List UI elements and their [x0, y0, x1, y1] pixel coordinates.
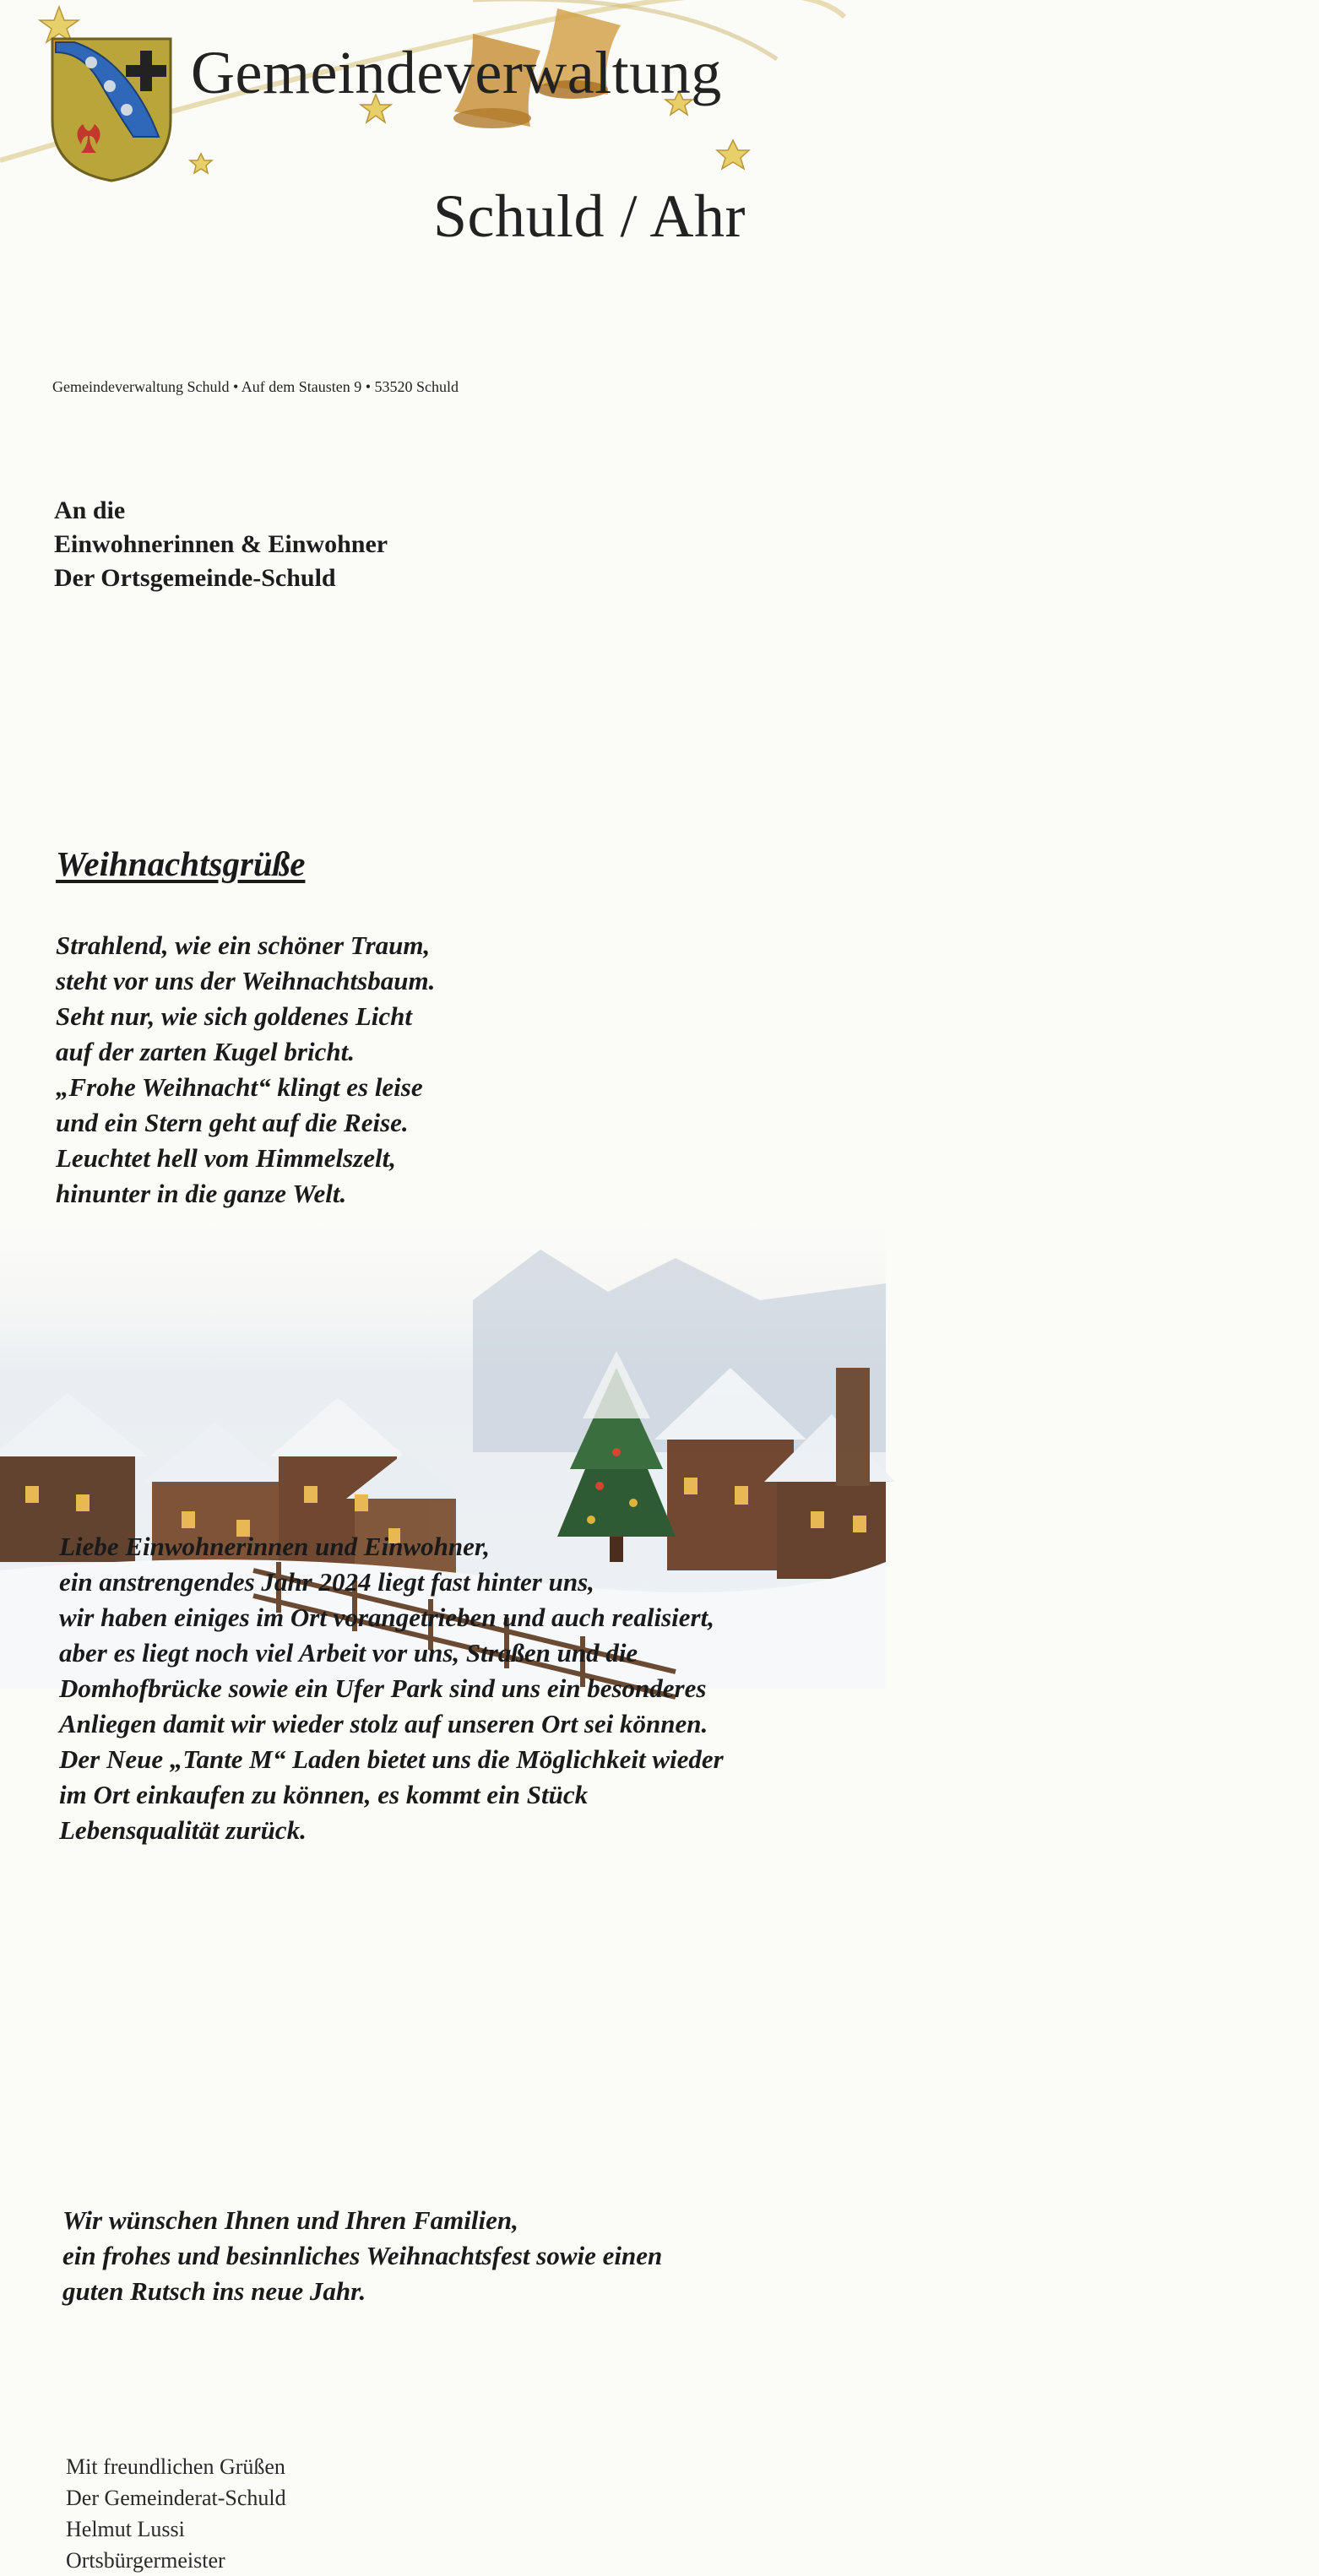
- poem-line: steht vor uns der Weihnachtsbaum.: [56, 966, 436, 995]
- poem-line: „Frohe Weihnacht“ klingt es leise: [56, 1072, 423, 1102]
- wishes-line: guten Rutsch ins neue Jahr.: [62, 2276, 366, 2306]
- signature-line: Mit freundlichen Grüßen: [66, 2454, 285, 2479]
- body-line: wir haben einiges im Ort vorangetrieben und auch realisiert,: [59, 1603, 714, 1632]
- signature-line: Ortsbürgermeister: [66, 2548, 225, 2573]
- body-line: im Ort einkaufen zu können, es kommt ein Stück: [59, 1780, 589, 1809]
- poem: [56, 928, 942, 1212]
- poem-line: hinunter in die ganze Welt.: [56, 1179, 347, 1208]
- body-line: Liebe Einwohnerinnen und Einwohner,: [59, 1532, 490, 1561]
- coat-of-arms-icon: [49, 35, 174, 183]
- poem-line: Strahlend, wie ein schöner Traum,: [56, 930, 431, 960]
- poem-line: auf der zarten Kugel bricht.: [56, 1037, 355, 1066]
- letter-body: [59, 1529, 945, 1848]
- recipient-address: [54, 494, 940, 595]
- holiday-wishes: [62, 2203, 948, 2309]
- recipient-line: Der Ortsgemeinde-Schuld: [54, 564, 336, 592]
- poem-line: Seht nur, wie sich goldenes Licht: [56, 1001, 413, 1031]
- letter-heading: Weihnachtsgrüße: [56, 844, 306, 883]
- body-line: aber es liegt noch viel Arbeit vor uns, Straßen und die: [59, 1638, 638, 1668]
- body-line: Der Neue „Tante M“ Laden bietet uns die Möglichkeit wieder: [59, 1744, 724, 1774]
- title-line-2: Schuld / Ahr: [433, 182, 746, 250]
- poem-line: und ein Stern geht auf die Reise.: [56, 1108, 409, 1137]
- signature-block: [66, 2451, 952, 2576]
- poem-line: Leuchtet hell vom Himmelszelt,: [56, 1143, 396, 1173]
- body-line: Domhofbrücke sowie ein Ufer Park sind uns ein besonderes: [59, 1673, 707, 1703]
- body-line: ein anstrengendes Jahr 2024 liegt fast hinter uns,: [59, 1567, 594, 1597]
- signature-line: Der Gemeinderat-Schuld: [66, 2486, 286, 2510]
- title-line-1: Gemeindeverwaltung: [191, 39, 722, 106]
- wishes-line: ein frohes und besinnliches Weihnachtsfest sowie einen: [62, 2241, 663, 2270]
- body-line: Anliegen damit wir wieder stolz auf unseren Ort sei können.: [59, 1709, 708, 1738]
- signature-line: Helmut Lussi: [66, 2517, 185, 2541]
- recipient-line: Einwohnerinnen & Einwohner: [54, 530, 388, 558]
- wishes-line: Wir wünschen Ihnen und Ihren Familien,: [62, 2205, 518, 2235]
- body-line: Lebensqualität zurück.: [59, 1815, 307, 1845]
- recipient-line: An die: [54, 496, 126, 524]
- sender-address-line: Gemeindeverwaltung Schuld • Auf dem Stausten 9 • 53520 Schuld: [52, 378, 459, 395]
